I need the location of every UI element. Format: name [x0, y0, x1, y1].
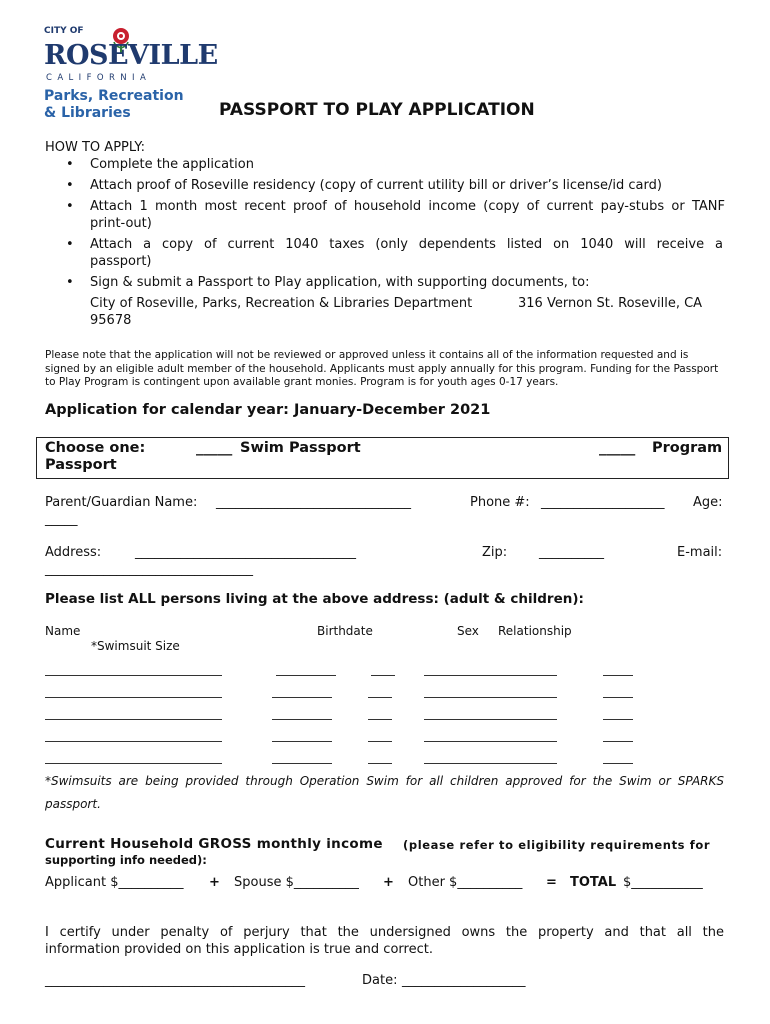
row-1-sex[interactable] [371, 675, 395, 676]
row-3-relationship[interactable] [424, 719, 557, 720]
choose-one-label: Choose one: [45, 440, 146, 456]
plus-sign: + [209, 875, 220, 890]
date-field[interactable]: ___________________ [402, 973, 526, 988]
income-subheading-l2: supporting info needed): [45, 853, 207, 867]
row-5-swimsuit[interactable] [603, 763, 633, 764]
address-field[interactable]: __________________________________ [135, 545, 356, 560]
row-2-relationship[interactable] [424, 697, 557, 698]
swimsuit-note-l1: *Swimsuits are being provided through Operation Swim for all children approved for the Swim or SPARKS [45, 774, 724, 788]
swim-passport-option: Swim Passport [240, 440, 361, 456]
step-income-l2: print-out) [90, 216, 152, 231]
income-subheading-l1: (please refer to eligibility requirements for [403, 838, 711, 852]
passport-label: Passport [45, 457, 117, 473]
total-label: TOTAL [570, 875, 617, 890]
row-4-sex[interactable] [368, 741, 392, 742]
row-3-name[interactable] [45, 719, 222, 720]
total-income-field[interactable]: $___________ [623, 875, 703, 890]
step-submit: Sign & submit a Passport to Play application, with supporting documents, to: [90, 275, 590, 290]
col-name-header: Name [45, 624, 81, 638]
bullet-icon: • [66, 237, 74, 252]
row-2-name[interactable] [45, 697, 222, 698]
row-5-sex[interactable] [368, 763, 392, 764]
logo-state: CALIFORNIA [46, 73, 152, 83]
row-1-birthdate[interactable] [276, 675, 336, 676]
household-heading: Please list ALL persons living at the above address: (adult & children): [45, 591, 584, 607]
application-note: Please note that the application will not be reviewed or approved unless it contains all of the information requested and is signed by an eligible adult member of the household. Applicants must apply annually for this program. Funding for the Passport to Play Program is contingent upon available grant monies. Program is for youth ages 0-17 years. [45, 349, 719, 388]
date-label: Date: [362, 973, 398, 988]
bullet-icon: • [66, 178, 74, 193]
row-3-swimsuit[interactable] [603, 719, 633, 720]
page-title: PASSPORT TO PLAY APPLICATION [219, 100, 535, 120]
phone-label: Phone #: [470, 495, 530, 510]
row-2-birthdate[interactable] [272, 697, 332, 698]
certify-statement-l1: I certify under penalty of perjury that the undersigned owns the property and that all the [45, 925, 724, 940]
row-5-birthdate[interactable] [272, 763, 332, 764]
age-label: Age: [693, 495, 723, 510]
row-4-relationship[interactable] [424, 741, 557, 742]
submit-address-street: 316 Vernon St. Roseville, CA [518, 296, 703, 311]
col-swimsuit-header: *Swimsuit Size [91, 639, 180, 653]
row-4-birthdate[interactable] [272, 741, 332, 742]
row-5-name[interactable] [45, 763, 222, 764]
calendar-year-heading: Application for calendar year: January-December 2021 [45, 402, 491, 418]
row-1-swimsuit[interactable] [603, 675, 633, 676]
how-to-apply-heading: HOW TO APPLY: [45, 140, 145, 155]
spouse-income-field[interactable]: Spouse $__________ [234, 875, 359, 890]
submit-address-dept: City of Roseville, Parks, Recreation & Libraries Department [90, 296, 473, 311]
logo-city-of: CITY OF [44, 26, 84, 36]
logo-name: ROSEVILLE [44, 40, 218, 71]
row-3-birthdate[interactable] [272, 719, 332, 720]
row-3-sex[interactable] [368, 719, 392, 720]
equals-sign: = [546, 875, 557, 890]
email-label: E-mail: [677, 545, 723, 560]
row-5-relationship[interactable] [424, 763, 557, 764]
swim-passport-blank[interactable]: _____ [196, 440, 233, 456]
col-relationship-header: Relationship [498, 624, 572, 638]
program-passport-blank[interactable]: _____ [599, 440, 636, 456]
step-residency: Attach proof of Roseville residency (copy of current utility bill or driver’s license/id card) [90, 178, 662, 193]
income-heading: Current Household GROSS monthly income [45, 836, 383, 852]
step-taxes-l2: passport) [90, 254, 152, 269]
row-1-relationship[interactable] [424, 675, 557, 676]
swimsuit-note-l2: passport. [45, 797, 101, 811]
other-income-field[interactable]: Other $__________ [408, 875, 523, 890]
row-1-name[interactable] [45, 675, 222, 676]
row-2-swimsuit[interactable] [603, 697, 633, 698]
address-label: Address: [45, 545, 102, 560]
logo-dept-line1: Parks, Recreation [44, 88, 184, 104]
step-taxes-l1: Attach a copy of current 1040 taxes (only dependents listed on 1040 will receive a [90, 237, 723, 252]
signature-field[interactable]: ________________________________________ [45, 973, 305, 988]
guardian-name-field[interactable]: ______________________________ [216, 495, 411, 510]
phone-field[interactable]: ___________________ [541, 495, 665, 510]
program-option: Program [652, 440, 723, 456]
step-income-l1: Attach 1 month most recent proof of household income (copy of current pay-stubs or TANF [90, 199, 725, 214]
email-field[interactable]: ________________________________ [45, 562, 253, 577]
age-field[interactable]: _____ [45, 512, 78, 527]
guardian-name-label: Parent/Guardian Name: [45, 495, 198, 510]
bullet-icon: • [66, 157, 74, 172]
bullet-icon: • [66, 199, 74, 214]
zip-label: Zip: [482, 545, 508, 560]
row-2-sex[interactable] [368, 697, 392, 698]
col-birthdate-header: Birthdate [317, 624, 373, 638]
plus-sign: + [383, 875, 394, 890]
zip-field[interactable]: __________ [539, 545, 604, 560]
step-complete: Complete the application [90, 157, 254, 172]
row-4-name[interactable] [45, 741, 222, 742]
applicant-income-field[interactable]: Applicant $__________ [45, 875, 184, 890]
certify-statement-l2: information provided on this application is true and correct. [45, 942, 433, 957]
submit-address-zip: 95678 [90, 313, 132, 328]
bullet-icon: • [66, 275, 74, 290]
roseville-logo [44, 26, 218, 122]
col-sex-header: Sex [457, 624, 479, 638]
row-4-swimsuit[interactable] [603, 741, 633, 742]
logo-dept-line2: & Libraries [44, 105, 131, 121]
